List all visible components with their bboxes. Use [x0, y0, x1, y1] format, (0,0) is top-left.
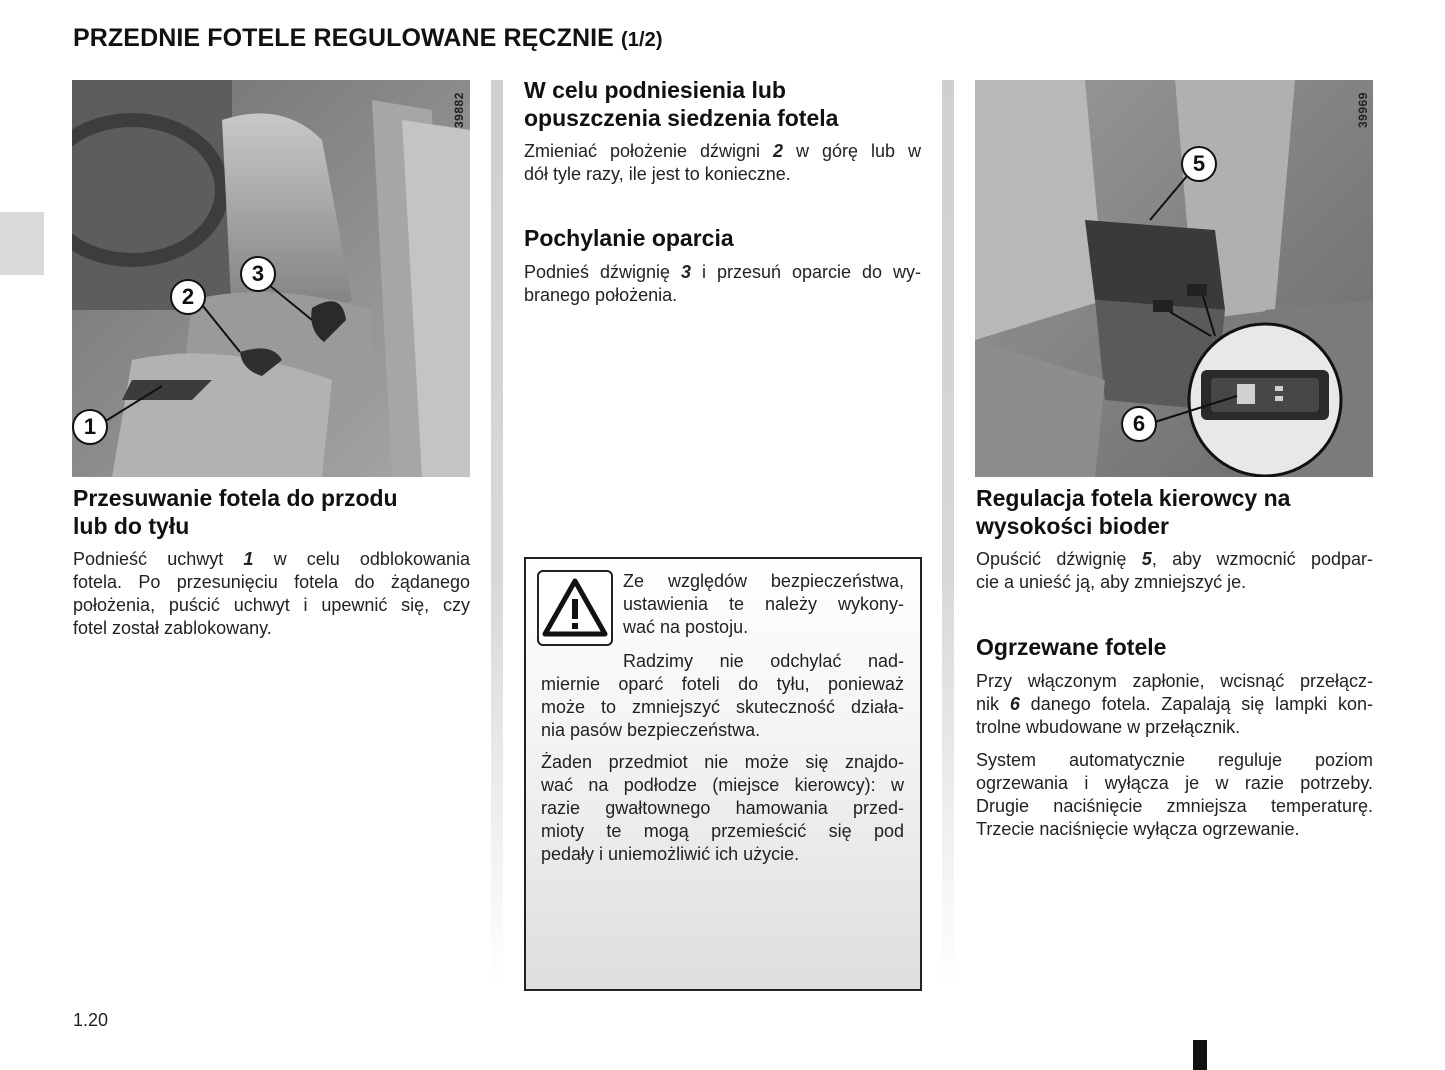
section-body: System automatycznie reguluje poziom ogrzewania i wyłącza je w razie potrzeby. Drugie naciśnięcie zmniejsza temperaturę. Trzecie naciśnięcie wyłącza ogrzewanie. — [976, 750, 1373, 839]
warning-text-2: Radzimy nie odchylać nad- miernie oparć foteli do tyłu, ponieważ może to zmniejszyć skuteczność działa- nia pasów bezpieczeństwa. Żaden przedmiot nie może się znajdo- wać na podłodze (miejsce kierowcy): w razie gwałtownego hamowania przed- mioty te mogą przemieścić się pod pedały i uniemożliwić ich użycie. — [541, 651, 904, 864]
section-body: Przy włączonym zapłonie, wcisnąć przełącz- nik 6 danego fotela. Zapalają się lampki kon- trolne wbudowane w przełącznik. — [976, 671, 1373, 737]
section-body: Opuścić dźwignię 5, aby wzmocnić podpar- cie a unieść ją, aby zmniejszyć je. — [976, 549, 1373, 592]
section-body: Zmieniać położenie dźwigni 2 w górę lub w dół tyle razy, ile jest to konieczne. — [524, 141, 921, 184]
page-title-part: (1/2) — [620, 29, 663, 51]
warning-text-1: Ze względów bezpieczeństwa, ustawienia te należy wykony- wać na postoju. — [623, 571, 904, 637]
figure-number: 39882 — [452, 92, 466, 128]
section-seat-slide — [73, 484, 470, 640]
callout-3: 3 — [240, 256, 276, 292]
section-body: Podnieś dźwignię 3 i przesuń oparcie do wy- branego położenia. — [524, 262, 922, 305]
heated-seats-photo — [975, 80, 1373, 477]
section-heated-seats — [976, 633, 1373, 841]
section-end-marker — [1193, 1040, 1207, 1070]
callout-1: 1 — [72, 409, 108, 445]
figure-number: 39969 — [1356, 92, 1370, 128]
warning-triangle-icon — [537, 570, 613, 646]
column-divider — [942, 80, 954, 985]
page-title — [73, 24, 663, 53]
section-lumbar-support — [976, 484, 1373, 594]
callout-6: 6 — [1121, 406, 1157, 442]
section-heading: Ogrzewane fotele — [976, 634, 1167, 660]
chapter-tab — [0, 212, 44, 275]
callout-2: 2 — [170, 279, 206, 315]
page-title-text: PRZEDNIE FOTELE REGULOWANE RĘCZNIE — [73, 24, 614, 52]
section-backrest-recline — [524, 224, 921, 307]
column-divider — [491, 80, 503, 985]
section-body: Podnieść uchwyt 1 w celu odblokowania fotela. Po przesunięciu fotela do żądanego położenia, puścić uchwyt i upewnić się, czy fotel został zablokowany. — [73, 549, 470, 638]
section-seat-height — [524, 76, 921, 186]
section-heading: Pochylanie oparcia — [524, 225, 734, 251]
section-heading: Przesuwanie fotela do przodu lub do tyłu — [73, 485, 398, 539]
callout-5: 5 — [1181, 146, 1217, 182]
section-heading: W celu podniesienia lub opuszczenia siedzenia fotela — [524, 77, 839, 131]
section-heading: Regulacja fotela kierowcy na wysokości bioder — [976, 485, 1291, 539]
page-number: 1.20 — [73, 1010, 109, 1030]
